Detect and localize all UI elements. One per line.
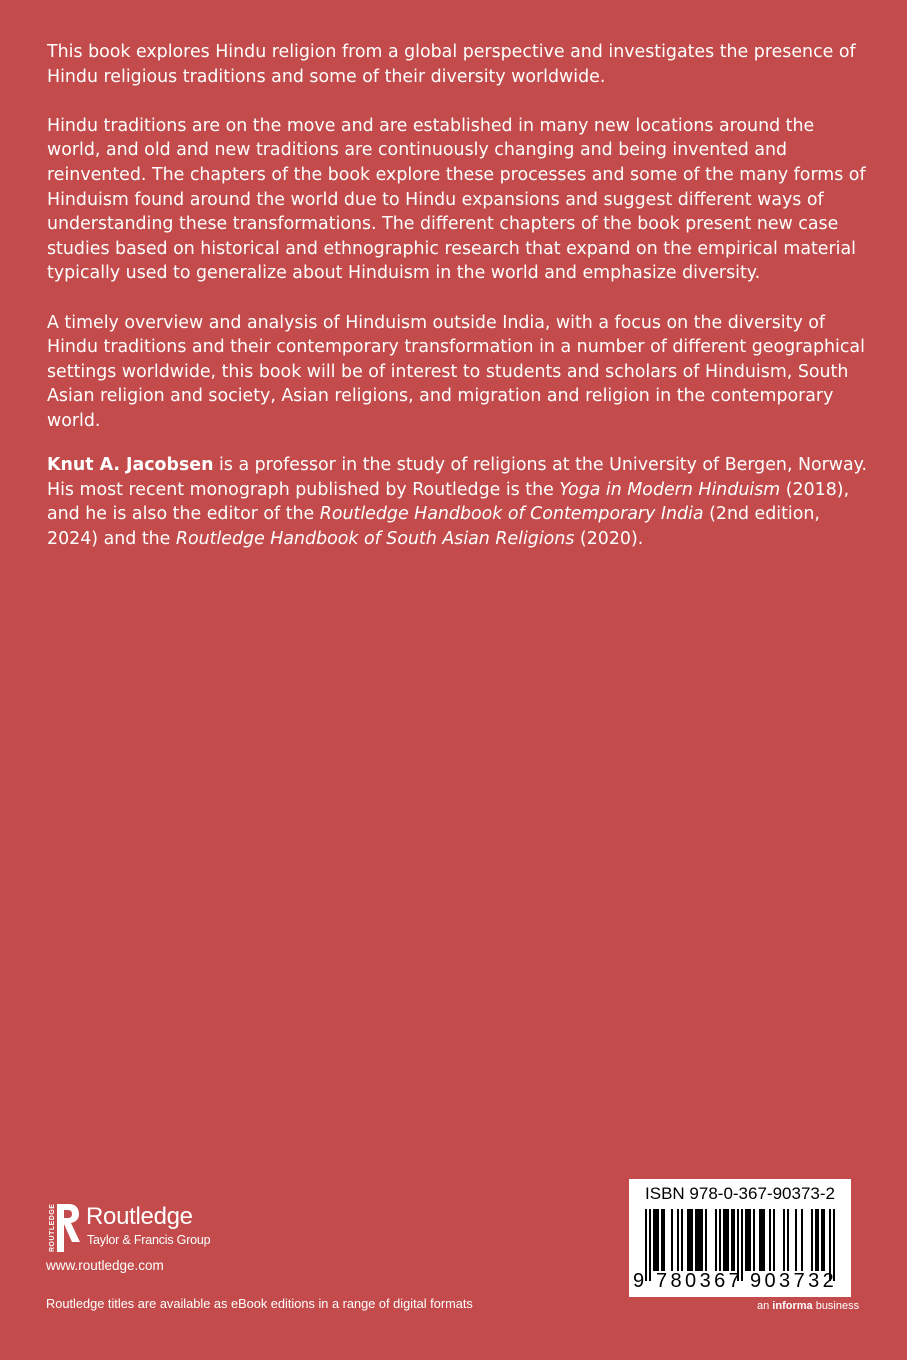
barcode-bar <box>783 1209 785 1271</box>
barcode-bar <box>763 1209 765 1271</box>
barcode-digits <box>629 1269 851 1295</box>
informa-business <box>757 1299 859 1313</box>
bio-book-1: Yoga in Modern Hinduism <box>559 479 781 500</box>
barcode-bar <box>725 1209 727 1271</box>
barcode-bar <box>733 1209 735 1271</box>
barcode-bar <box>663 1209 665 1271</box>
barcode-bar <box>699 1209 701 1271</box>
barcode-bar <box>655 1209 657 1271</box>
barcode-bar <box>769 1209 771 1271</box>
isbn-label: ISBN 978-0-367-90373-2 <box>645 1184 835 1203</box>
blurb-paragraph-1: This book explores Hindu religion from a global perspective and investigates the presence of Hindu religious traditions and some of their diversity worldwide. <box>47 42 856 87</box>
author-name: Knut A. Jacobsen <box>47 455 214 476</box>
barcode-bar <box>687 1209 689 1271</box>
barcode-bar <box>653 1209 655 1271</box>
barcode-bar <box>671 1209 673 1271</box>
barcode-bar <box>759 1209 761 1271</box>
back-cover-blurb <box>47 40 869 576</box>
barcode-bar <box>701 1209 703 1271</box>
barcode-bar <box>731 1209 733 1271</box>
barcode-digits-left: 780367 <box>656 1270 744 1292</box>
barcode-digit-first: 9 <box>633 1270 645 1292</box>
barcode-bar <box>747 1209 749 1271</box>
bio-book-2: Routledge Handbook of Contemporary India <box>319 504 704 525</box>
barcode-bar <box>695 1209 697 1271</box>
informa-prefix: an <box>757 1300 773 1312</box>
bio-text-4: (2020). <box>574 528 644 549</box>
barcode-bar <box>787 1209 789 1271</box>
barcode-bar <box>823 1209 825 1271</box>
barcode-bar <box>773 1209 775 1271</box>
barcode-bar <box>761 1209 763 1271</box>
barcode-bar <box>689 1209 691 1271</box>
barcode-bar <box>801 1209 803 1271</box>
ebook-note: Routledge titles are available as eBook editions in a range of digital formats <box>46 1296 473 1311</box>
barcode-bar <box>745 1209 747 1271</box>
publisher-website[interactable]: www.routledge.com <box>46 1258 164 1273</box>
publisher-group: Taylor & Francis Group <box>87 1233 211 1247</box>
bio-text-1: is a professor in the study of religions at the University of Bergen, Norway. His most recent monograph published by Routledge is the <box>47 455 868 500</box>
routledge-logo-mark-text: ROUTLEDGE <box>49 1203 56 1252</box>
barcode-bar <box>661 1209 663 1271</box>
barcode-bar <box>691 1209 693 1271</box>
barcode-bar <box>681 1209 683 1271</box>
barcode-box <box>629 1179 851 1297</box>
barcode-bar <box>749 1209 751 1271</box>
blurb-paragraph-3: A timely overview and analysis of Hinduism outside India, with a focus on the diversity of Hindu traditions and their contemporary transformation in a number of different geographical settings worldwide, this book will be of interest to students and scholars of Hinduism, South Asian religion and society, Asian religions, and migration and religion in the contemporary world. <box>47 312 865 431</box>
publisher-name: Routledge <box>86 1203 193 1230</box>
informa-bold: informa <box>772 1300 813 1312</box>
barcode-bar <box>705 1209 707 1271</box>
barcode-bar <box>753 1209 755 1271</box>
bio-text-3: (2nd edition, 2024) and the <box>47 504 820 549</box>
barcode-bar <box>723 1209 725 1271</box>
routledge-logo <box>46 1202 246 1254</box>
barcode-digits-right: 903732 <box>750 1270 838 1292</box>
barcode-bar <box>657 1209 659 1271</box>
blurb-paragraph-2: Hindu traditions are on the move and are established in many new locations around the world, and old and new traditions are continuously changing and being invented and reinvented. The chapters of the book explore these processes and some of the many forms of Hinduism found around the world due to Hindu expansions and suggest different ways of understanding these transformations. The different chapters of the book present new case studies based on historical and ethnographic research that expand on the empirical material typically used to generalize about Hinduism in the world and emphasize diversity. <box>47 115 866 284</box>
barcode-bar <box>715 1209 717 1271</box>
barcode-bar <box>697 1209 699 1271</box>
bio-text-2: (2018), and he is also the editor of the <box>47 479 850 525</box>
informa-suffix: business <box>812 1300 860 1312</box>
barcode-bar <box>817 1209 819 1271</box>
barcode-bar <box>727 1209 729 1271</box>
barcode-bar <box>719 1209 721 1271</box>
bio-book-3: Routledge Handbook of South Asian Religions <box>175 528 575 549</box>
author-bio <box>47 453 869 551</box>
barcode-bar <box>815 1209 817 1271</box>
barcode-bar <box>821 1209 823 1271</box>
barcode-bar <box>811 1209 813 1271</box>
barcode-bar <box>677 1209 679 1271</box>
routledge-logo-icon <box>46 1202 82 1254</box>
barcode-bar <box>795 1209 797 1271</box>
